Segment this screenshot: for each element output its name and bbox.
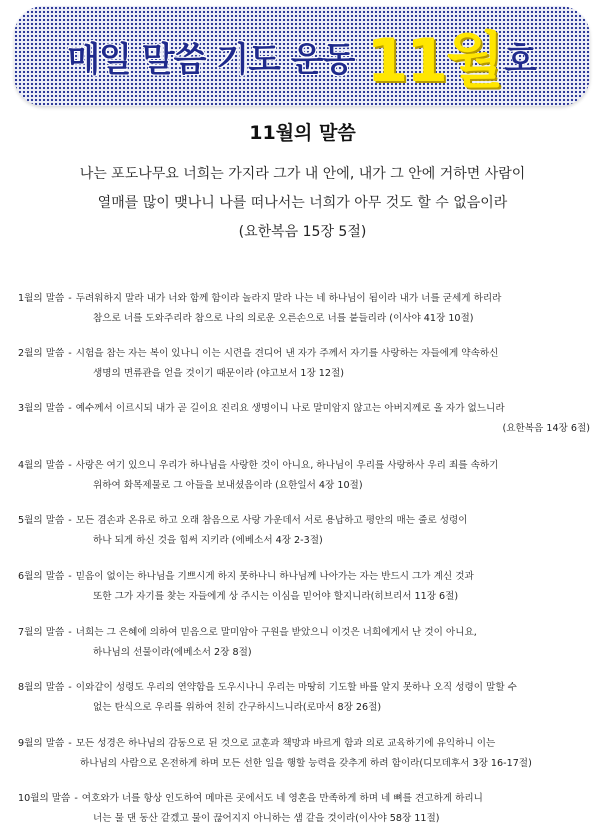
banner-title-main: 매일 말씀 기도 운동 (67, 39, 355, 80)
monthly-verse-line-1: 나는 포도나무요 너희는 가지라 그가 내 안에, 내가 그 안에 거하면 사람이 (79, 166, 526, 182)
entry-text-line1: 믿음이 없이는 하나님을 기쁘시게 하지 못하나니 하나님께 나아가는 자는 반드시 그가 계신 것과 (75, 571, 474, 582)
entry-text-line2: 하나님의 사람으로 온전하게 하며 모든 선한 일을 행할 능력을 갖추게 하려 함이라(디모데후서 3장 16-17절) (80, 758, 532, 769)
list-item: 5월의 말씀 - 모든 겸손과 온유로 하고 오래 참음으로 사랑 가운데서 서로 용납하고 평안의 매는 줄로 성령이 하나 되게 하신 것을 힘써 지키라 (에베소서 4장 2-3절) (18, 511, 592, 551)
entry-text-line1: 모든 겸손과 온유로 하고 오래 참음으로 사랑 가운데서 서로 용납하고 평안의 매는 줄로 성령이 (75, 515, 468, 526)
entry-month: 10월의 말씀 (18, 793, 71, 804)
entry-month: 8월의 말씀 (18, 682, 65, 693)
banner-title-month: 11월 (366, 26, 502, 96)
list-item: 4월의 말씀 - 사랑은 여기 있으니 우리가 하나님을 사랑한 것이 아니요, 하나님이 우리를 사랑하사 우리 죄를 속하기 위하여 화목제물로 그 아들을 보내셨음이라 (요한일서 4장 10절) (18, 456, 592, 496)
list-item: 10월의 말씀 - 여호와가 너를 항상 인도하여 메마른 곳에서도 네 영혼을 만족하게 하며 네 뼈를 견고하게 하리니 너는 물 댄 동산 같겠고 물이 끊어지지 아니하는 샘 같을 것이라(이사야 58장 11절) (18, 789, 592, 829)
entry-month: 3월의 말씀 (18, 403, 65, 414)
entry-text-line2: 하나 되게 하신 것을 힘써 지키라 (에베소서 4장 2-3절) (93, 535, 323, 546)
entry-text-line1: 사랑은 여기 있으니 우리가 하나님을 사랑한 것이 아니요, 하나님이 우리를 사랑하사 우리 죄를 속하기 (75, 460, 499, 471)
banner-title (14, 6, 590, 106)
list-item: 6월의 말씀 - 믿음이 없이는 하나님을 기쁘시게 하지 못하나니 하나님께 나아가는 자는 반드시 그가 계신 것과 또한 그가 자기를 찾는 자들에게 상 주시는 이심을 믿어야 할지니라(히브리서 11장 6절) (18, 567, 592, 607)
entry-text-line2: 위하여 화목제물로 그 아들을 보내셨음이라 (요한일서 4장 10절) (93, 480, 363, 491)
monthly-verse-reference: (요한복음 15장 5절) (238, 224, 367, 240)
entry-text-line1: 시험을 참는 자는 복이 있나니 이는 시련을 견디어 낸 자가 주께서 자기를 사랑하는 자들에게 약속하신 (75, 348, 499, 359)
entry-text-line2: 너는 물 댄 동산 같겠고 물이 끊어지지 아니하는 샘 같을 것이라(이사야 58장 11절) (93, 813, 440, 824)
entry-month: 4월의 말씀 (18, 460, 65, 471)
entry-text-line2: 없는 탄식으로 우리를 위하여 친히 간구하시느니라(로마서 8장 26절) (93, 702, 382, 713)
entry-month: 6월의 말씀 (18, 571, 65, 582)
entry-month: 7월의 말씀 (18, 627, 65, 638)
entry-text-line2: 또한 그가 자기를 찾는 자들에게 상 주시는 이심을 믿어야 할지니라(히브리서 11장 6절) (93, 591, 459, 602)
list-item: 9월의 말씀 - 모든 성경은 하나님의 감동으로 된 것으로 교훈과 책망과 바르게 함과 의로 교육하기에 유익하니 이는 하나님의 사람으로 온전하게 하며 모든 선한 일을 행할 능력을 갖추게 하려 함이라(디모데후서 3장 16-17절) (18, 734, 592, 774)
title-banner (14, 6, 590, 106)
list-item: 3월의 말씀 - 예수께서 이르시되 내가 곧 길이요 진리요 생명이니 나로 말미암지 않고는 아버지께로 올 자가 없느니라 (요한복음 14장 6절) (18, 399, 592, 439)
entry-text-line1: 두려워하지 말라 내가 너와 함께 함이라 놀라지 말라 나는 네 하나님이 됨이라 내가 너를 굳세게 하리라 (75, 293, 502, 304)
list-item: 1월의 말씀 - 두려워하지 말라 내가 너와 함께 함이라 놀라지 말라 나는 네 하나님이 됨이라 내가 너를 굳세게 하리라 참으로 너를 도와주리라 참으로 나의 의로운 오른손으로 너를 붙들리라 (이사야 41장 10절) (18, 289, 592, 329)
monthly-verse-line-2: 열매를 많이 맺나니 나를 떠나서는 너희가 아무 것도 할 수 없음이라 (97, 195, 508, 211)
banner-title-suffix: 호 (503, 39, 537, 80)
entry-text-line2: 하나님의 선물이라(에베소서 2장 8절) (93, 647, 252, 658)
entry-month: 1월의 말씀 (18, 293, 65, 304)
list-item: 8월의 말씀 - 이와같이 성령도 우리의 연약함을 도우시나니 우리는 마땅히 기도할 바를 알지 못하나 오직 성령이 말할 수 없는 탄식으로 우리를 위하여 친히 간구하시느니라(로마서 8장 26절) (18, 678, 592, 718)
list-item: 7월의 말씀 - 너희는 그 은혜에 의하여 믿음으로 말미암아 구원을 받았으니 이것은 너희에게서 난 것이 아니요, 하나님의 선물이라(에베소서 2장 8절) (18, 623, 592, 663)
entry-text-line1: 예수께서 이르시되 내가 곧 길이요 진리요 생명이니 나로 말미암지 않고는 아버지께로 올 자가 없느니라 (75, 403, 505, 414)
monthly-verse (0, 160, 605, 247)
entry-month: 5월의 말씀 (18, 515, 65, 526)
list-item: 2월의 말씀 - 시험을 참는 자는 복이 있나니 이는 시련을 견디어 낸 자가 주께서 자기를 사랑하는 자들에게 약속하신 생명의 면류관을 얻을 것이기 때문이라 (야고보서 1장 12절) (18, 344, 592, 384)
entry-text-line2: 참으로 너를 도와주리라 참으로 나의 의로운 오른손으로 너를 붙들리라 (이사야 41장 10절) (93, 313, 474, 324)
entry-month: 9월의 말씀 (18, 738, 65, 749)
entry-text-line2: 생명의 면류관을 얻을 것이기 때문이라 (야고보서 1장 12절) (93, 368, 345, 379)
entry-text-line1: 이와같이 성령도 우리의 연약함을 도우시나니 우리는 마땅히 기도할 바를 알지 못하나 오직 성령이 말할 수 (75, 682, 517, 693)
entry-text-line1: 여호와가 너를 항상 인도하여 메마른 곳에서도 네 영혼을 만족하게 하며 네 뼈를 견고하게 하리니 (81, 793, 483, 804)
entry-text-line2: (요한복음 14장 6절) (502, 423, 590, 434)
entry-month: 2월의 말씀 (18, 348, 65, 359)
monthly-word-heading: 11월의 말씀 (249, 122, 356, 144)
entry-text-line1: 모든 성경은 하나님의 감동으로 된 것으로 교훈과 책망과 바르게 함과 의로 교육하기에 유익하니 이는 (75, 738, 496, 749)
entry-text-line1: 너희는 그 은혜에 의하여 믿음으로 말미암아 구원을 받았으니 이것은 너희에게서 난 것이 아니요, (75, 627, 477, 638)
